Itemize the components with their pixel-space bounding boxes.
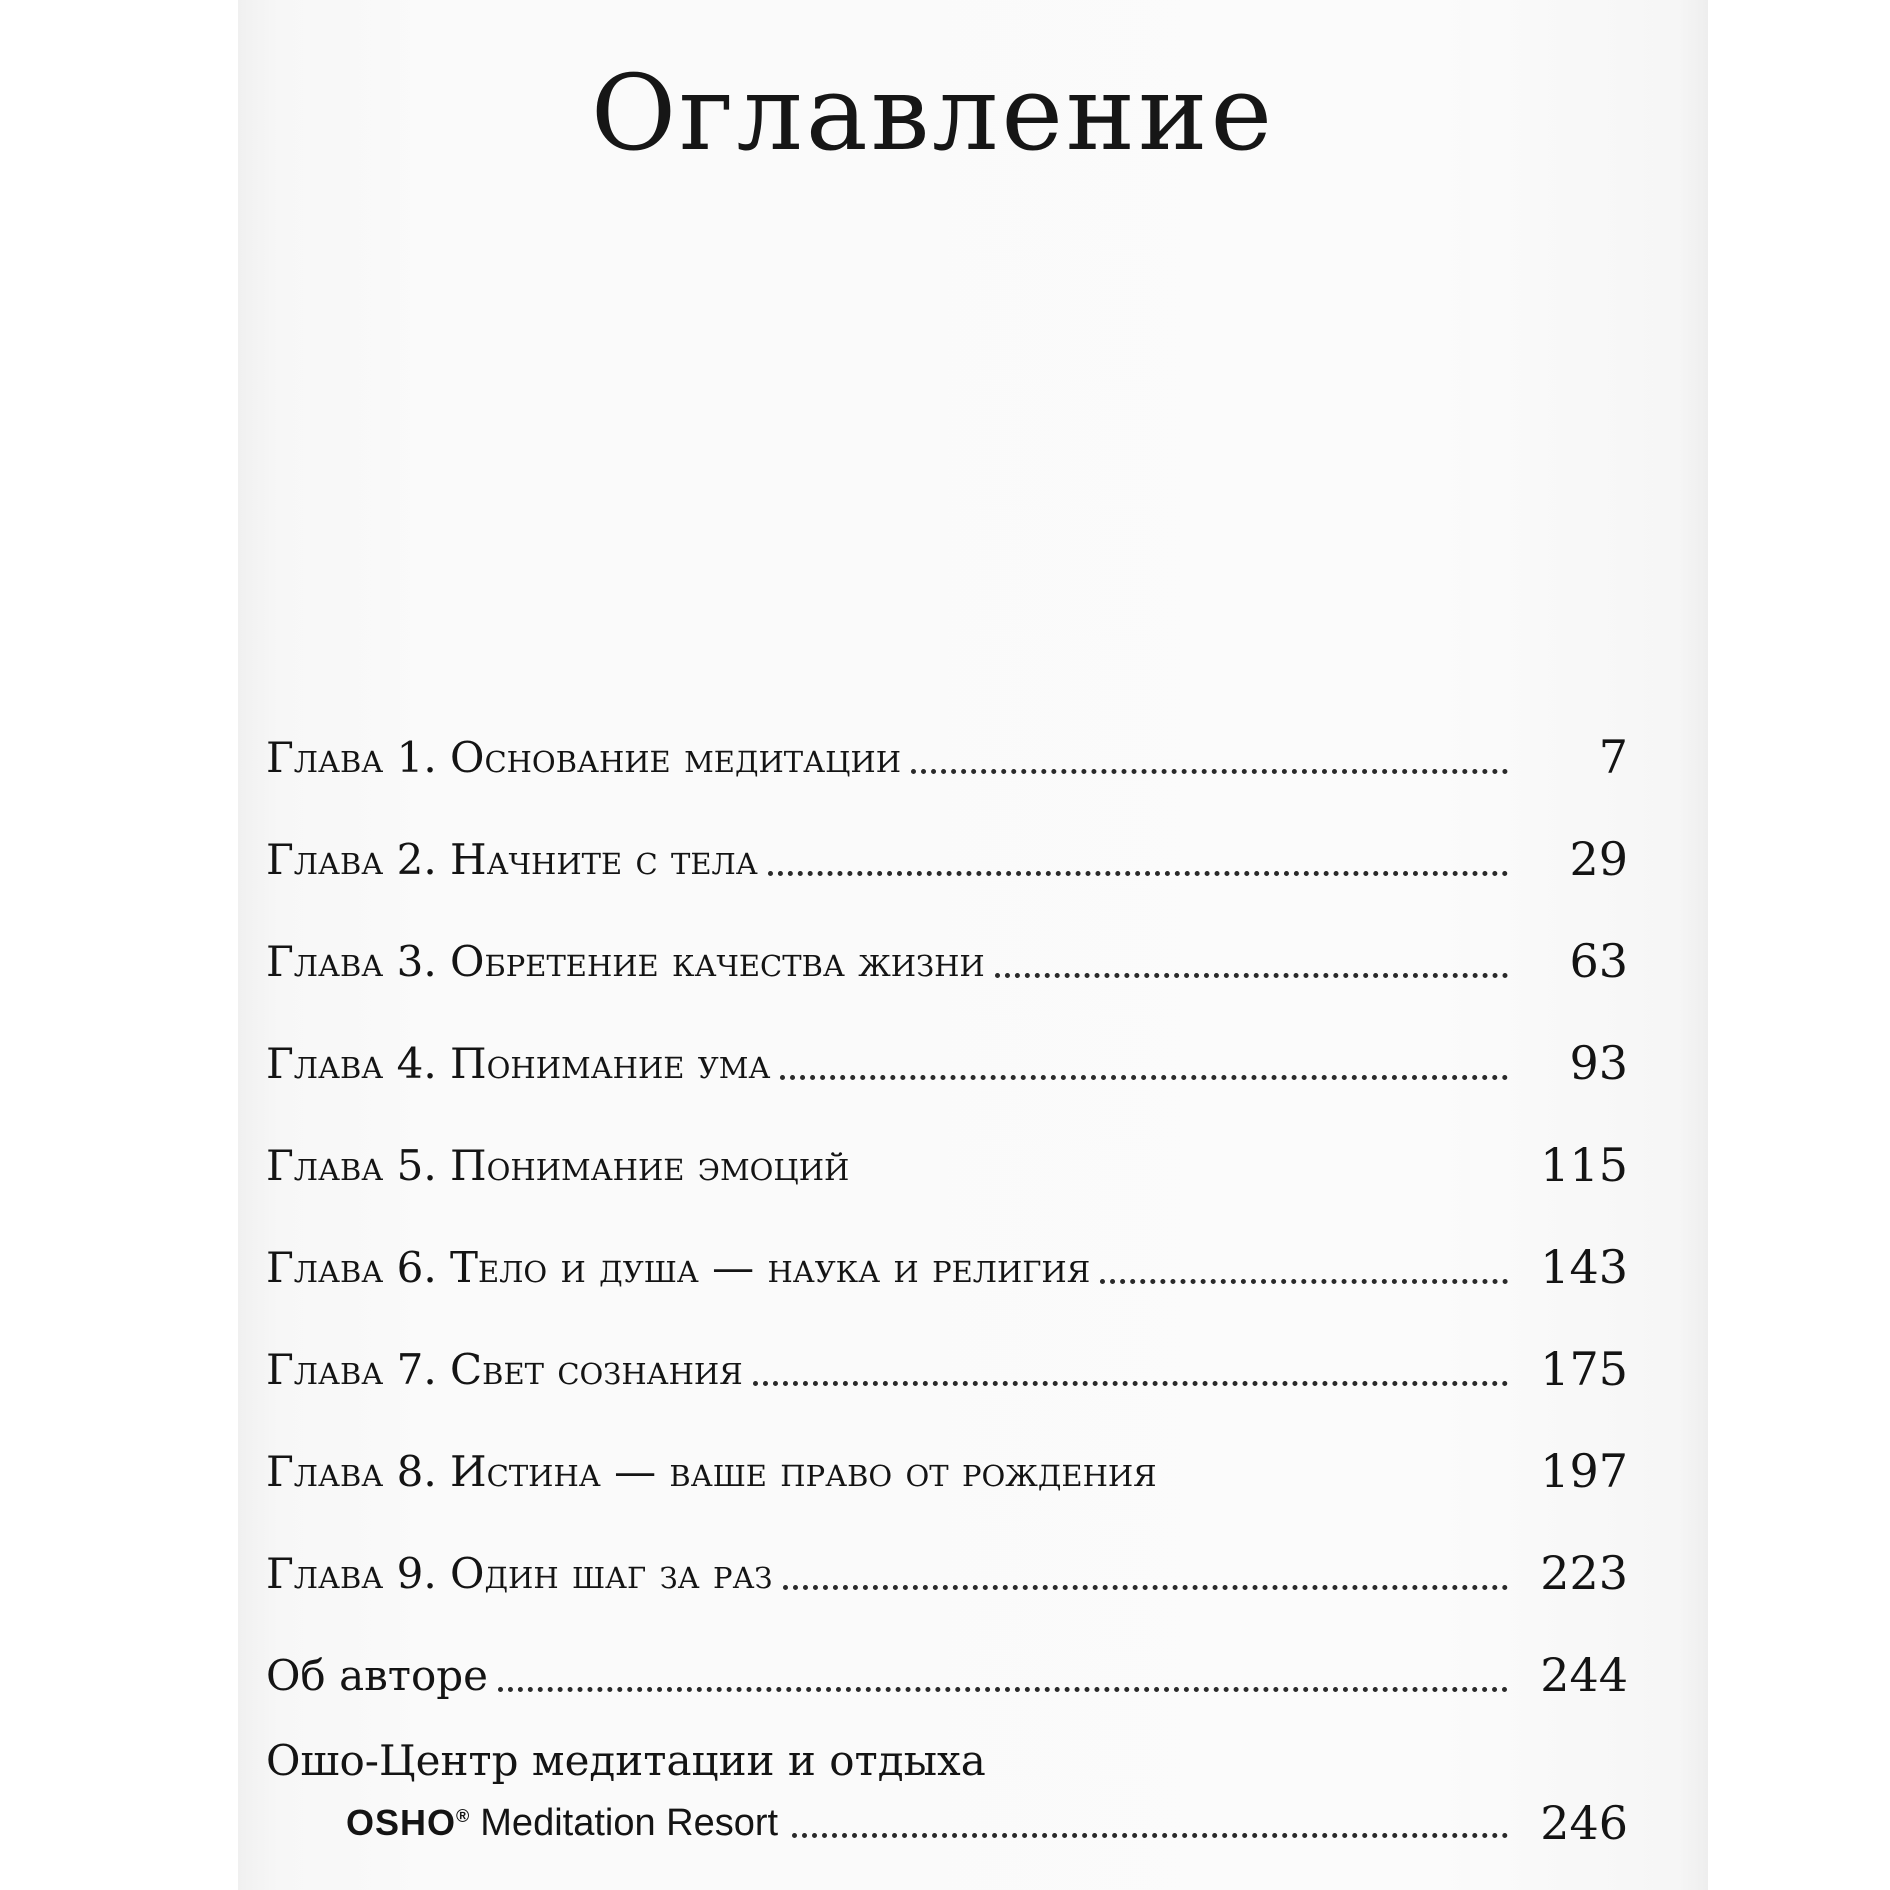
- leader-dots: [768, 831, 1508, 876]
- leader-dots: [498, 1647, 1508, 1692]
- registered-mark: ®: [456, 1806, 471, 1826]
- toc-entry-7: [266, 1318, 1628, 1420]
- toc-label: Глава 2. Начните с тела: [266, 834, 758, 884]
- toc-entry-8: [266, 1420, 1628, 1522]
- resort-title: Ошо-Центр медитации и отдыха: [266, 1736, 986, 1785]
- toc-entry-4: [266, 1012, 1628, 1114]
- toc-entry-resort: [266, 1736, 1628, 1872]
- toc-page-number: 223: [1540, 1546, 1628, 1600]
- toc-entry-6: [266, 1216, 1628, 1318]
- toc-label: Глава 4. Понимание ума: [266, 1038, 771, 1088]
- osho-brand: [346, 1802, 470, 1844]
- toc-entry-1: [266, 706, 1628, 808]
- toc-page-number: 29: [1569, 832, 1628, 886]
- toc-label: Глава 9. Один шаг за раз: [266, 1548, 773, 1598]
- toc-page-number: 115: [1540, 1138, 1628, 1192]
- toc-page-number: 244: [1540, 1648, 1628, 1702]
- toc-label: Глава 8. Истина — ваше право от рождения: [266, 1446, 1157, 1496]
- brand-text: OSHO: [346, 1802, 457, 1843]
- toc-entry-about-author: [266, 1624, 1628, 1726]
- leader-dots: [783, 1545, 1509, 1590]
- book-page: [238, 0, 1708, 1890]
- toc-page-number: 143: [1540, 1240, 1628, 1294]
- toc-label: Глава 6. Тело и душа — наука и религия: [266, 1242, 1091, 1292]
- resort-subtitle-line: [346, 1796, 1628, 1850]
- toc-page-number: 197: [1540, 1444, 1628, 1498]
- toc-label: Глава 3. Обретение качества жизни: [266, 936, 985, 986]
- leader-dots: [780, 1035, 1508, 1080]
- toc-label: Глава 5. Понимание эмоций: [266, 1140, 850, 1190]
- page-title: Оглавление: [590, 52, 1276, 174]
- toc-label: Глава 1. Основание медитации: [266, 732, 901, 782]
- toc-label: Об авторе: [266, 1650, 489, 1700]
- leader-dots: [1100, 1239, 1508, 1284]
- toc-page-number: 63: [1569, 934, 1628, 988]
- toc-entry-9: [266, 1522, 1628, 1624]
- toc-page-number: 246: [1540, 1796, 1628, 1850]
- leader-dots: [792, 1797, 1508, 1838]
- leader-dots: [753, 1341, 1508, 1386]
- toc-entry-5: [266, 1114, 1628, 1216]
- toc-page-number: 175: [1540, 1342, 1628, 1396]
- toc-page-number: 7: [1598, 730, 1628, 784]
- leader-dots: [911, 729, 1508, 774]
- toc-page-number: 93: [1569, 1036, 1628, 1090]
- leader-dots: [995, 933, 1508, 978]
- toc-entry-2: [266, 808, 1628, 910]
- resort-name: Meditation Resort: [480, 1801, 779, 1844]
- toc-label: Глава 7. Свет сознания: [266, 1344, 743, 1394]
- toc-entry-3: [266, 910, 1628, 1012]
- table-of-contents: [266, 706, 1628, 1872]
